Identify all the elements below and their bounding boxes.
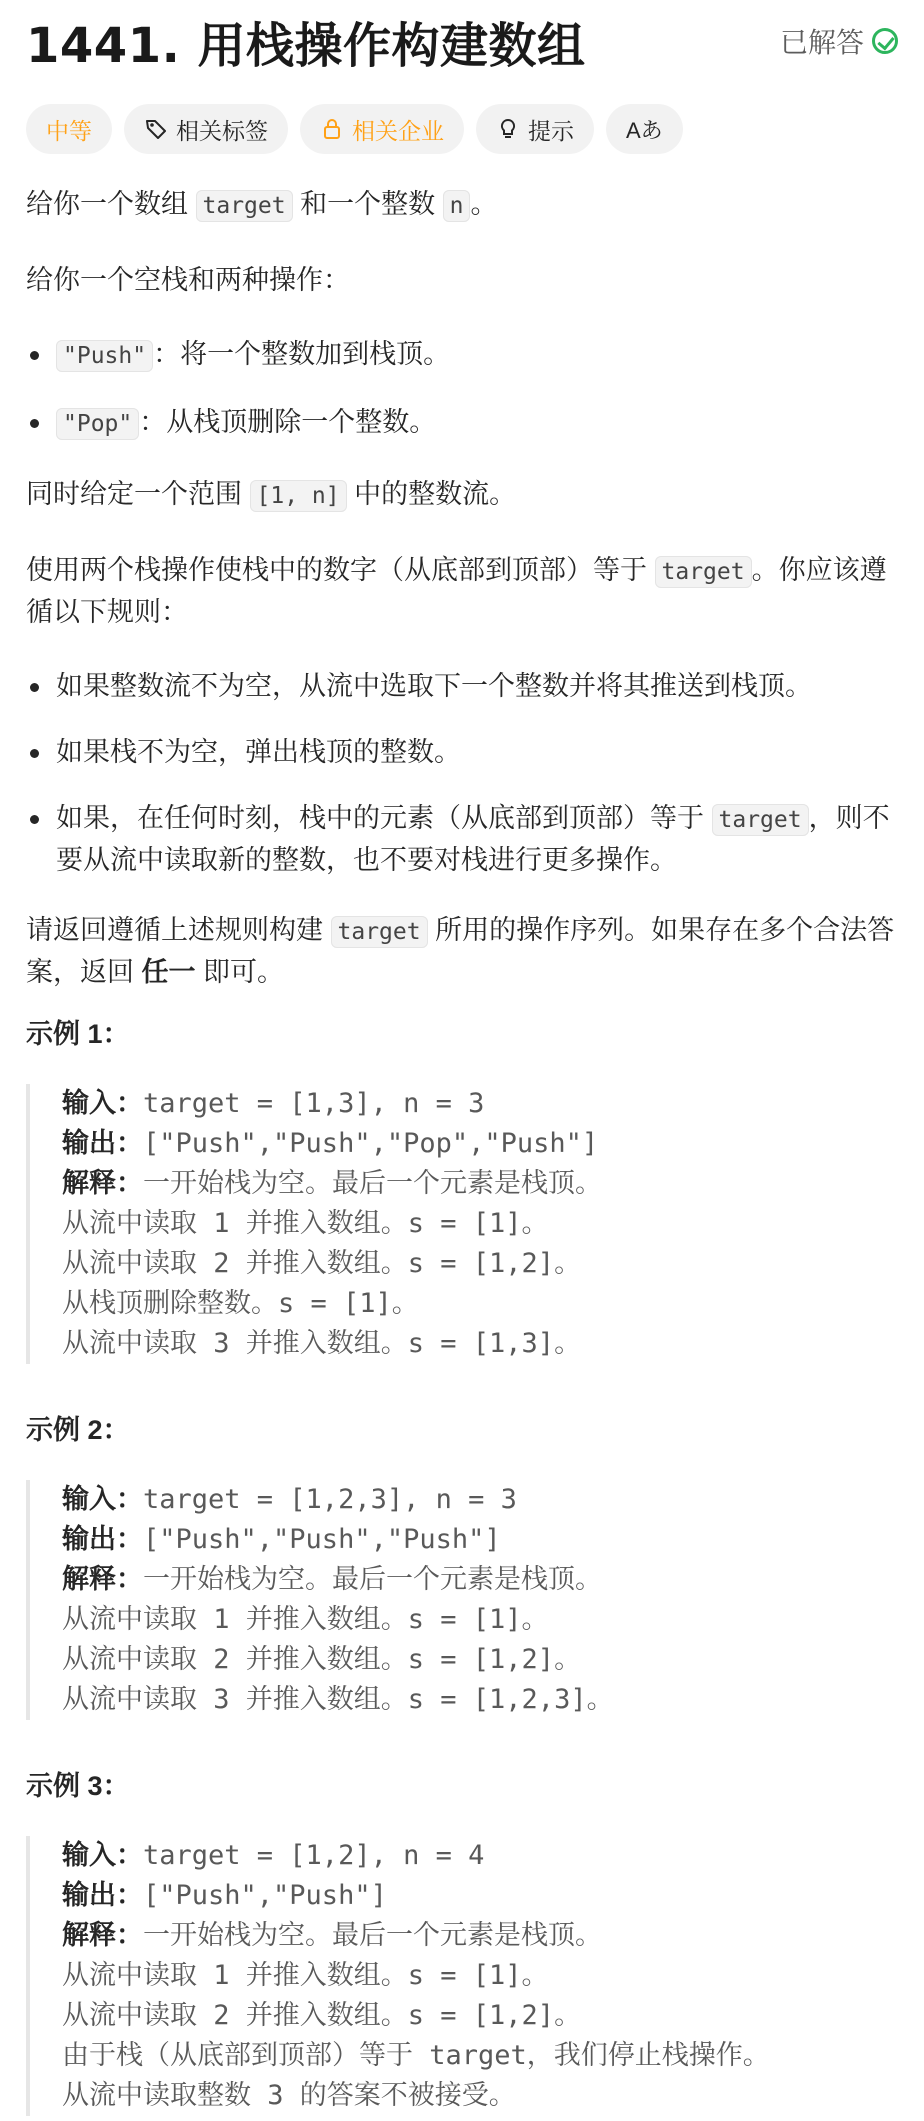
desc-text: 如果，在任何时刻，栈中的元素（从底部到顶部）等于 bbox=[56, 803, 712, 833]
inline-code: target bbox=[331, 916, 428, 948]
example-explain-line: 从流中读取 2 并推入数组。s = [1,2]。 bbox=[62, 1248, 582, 1279]
lightbulb-icon bbox=[496, 117, 520, 141]
related-tags-button[interactable] bbox=[124, 104, 288, 154]
solved-status bbox=[780, 21, 898, 61]
example-line bbox=[62, 1560, 898, 1600]
inline-code: "Pop" bbox=[56, 408, 139, 440]
example-value: 一开始栈为空。最后一个元素是栈顶。 bbox=[143, 1564, 602, 1595]
desc-text: 给你一个数组 bbox=[26, 189, 196, 219]
difficulty-label: 中等 bbox=[46, 117, 92, 144]
example-line bbox=[62, 1164, 898, 1204]
desc-text: 和一个整数 bbox=[292, 189, 443, 219]
example-value: ["Push","Push","Pop","Push"] bbox=[143, 1128, 599, 1159]
list-item bbox=[26, 402, 898, 444]
example-block bbox=[26, 1084, 898, 1364]
list-item bbox=[26, 334, 898, 376]
rules-list bbox=[26, 666, 898, 880]
tag-icon bbox=[144, 117, 168, 141]
example-explain-line: 从流中读取 1 并推入数组。s = [1]。 bbox=[62, 1604, 549, 1635]
related-companies-label: 相关企业 bbox=[352, 117, 444, 144]
operations-list bbox=[26, 334, 898, 444]
example-label: 解释： bbox=[62, 1168, 143, 1199]
solved-label: 已解答 bbox=[779, 27, 864, 58]
example-label: 输入： bbox=[62, 1484, 143, 1515]
example-explain-line: 从流中读取 1 并推入数组。s = [1]。 bbox=[62, 1960, 549, 1991]
example-line bbox=[62, 1876, 898, 1916]
desc-paragraph bbox=[26, 184, 898, 226]
example-explain-line: 由于栈（从底部到顶部）等于 target，我们停止栈操作。 bbox=[62, 2040, 770, 2071]
desc-text: 即可。 bbox=[195, 957, 285, 987]
inline-code: "Push" bbox=[56, 340, 153, 372]
desc-text: 同时给定一个范围 bbox=[26, 479, 250, 509]
examples bbox=[26, 1014, 898, 2116]
desc-text: 。你应该遵循以下规则： bbox=[26, 555, 887, 627]
desc-text: 使用两个栈操作使栈中的数字（从底部到顶部）等于 bbox=[26, 555, 655, 585]
translate-button[interactable] bbox=[606, 104, 683, 154]
example-value: target = [1,2,3], n = 3 bbox=[143, 1484, 517, 1515]
translate-icon: Aあ bbox=[626, 117, 663, 143]
example-explain-line: 从流中读取 3 并推入数组。s = [1,3]。 bbox=[62, 1328, 582, 1359]
example-value: ["Push","Push"] bbox=[143, 1880, 387, 1911]
desc-text: ，则不要从流中读取新的整数，也不要对栈进行更多操作。 bbox=[56, 803, 890, 875]
hint-button[interactable] bbox=[476, 104, 594, 154]
example-explain-line: 从流中读取 2 并推入数组。s = [1,2]。 bbox=[62, 2000, 582, 2031]
lock-icon bbox=[320, 117, 344, 141]
desc-paragraph bbox=[26, 474, 898, 516]
example-explain-line: 从流中读取 2 并推入数组。s = [1,2]。 bbox=[62, 1644, 582, 1675]
example-explain-line: 从栈顶删除整数。s = [1]。 bbox=[62, 1288, 419, 1319]
example-title: 示例 3： bbox=[26, 1771, 130, 1801]
inline-code: n bbox=[443, 190, 471, 222]
hint-label: 提示 bbox=[528, 117, 574, 144]
desc-text: ：将一个整数加到栈顶。 bbox=[153, 339, 451, 369]
example-label: 输入： bbox=[62, 1088, 143, 1119]
example-value: ["Push","Push","Push"] bbox=[143, 1524, 501, 1555]
example-title: 示例 2： bbox=[26, 1415, 130, 1445]
example-value: 一开始栈为空。最后一个元素是栈顶。 bbox=[143, 1920, 602, 1951]
example-line bbox=[62, 1520, 898, 1560]
desc-bold: 任一 bbox=[141, 957, 196, 987]
related-tags-label: 相关标签 bbox=[176, 117, 268, 144]
example-value: 一开始栈为空。最后一个元素是栈顶。 bbox=[143, 1168, 602, 1199]
difficulty-badge[interactable] bbox=[26, 104, 112, 154]
example-label: 解释： bbox=[62, 1920, 143, 1951]
example-explain-line: 从流中读取 1 并推入数组。s = [1]。 bbox=[62, 1208, 549, 1239]
example-explain-line: 从流中读取 3 并推入数组。s = [1,2,3]。 bbox=[62, 1684, 614, 1715]
example-block bbox=[26, 1836, 898, 2116]
desc-paragraph bbox=[26, 550, 898, 632]
list-item: 如果整数流不为空，从流中选取下一个整数并将其推送到栈顶。 bbox=[26, 666, 898, 706]
example-label: 输出： bbox=[62, 1128, 143, 1159]
example-explain-line: 从流中读取整数 3 的答案不被接受。 bbox=[62, 2080, 516, 2111]
inline-code: target bbox=[655, 556, 752, 588]
example-label: 输出： bbox=[62, 1880, 143, 1911]
example-value: target = [1,3], n = 3 bbox=[143, 1088, 485, 1119]
inline-code: target bbox=[196, 190, 293, 222]
example-label: 输入： bbox=[62, 1840, 143, 1871]
example-line bbox=[62, 1084, 898, 1124]
example-title: 示例 1： bbox=[26, 1019, 130, 1049]
example-line bbox=[62, 1480, 898, 1520]
check-circle-icon bbox=[872, 28, 898, 54]
problem-header bbox=[26, 10, 898, 72]
example-line bbox=[62, 1916, 898, 1956]
desc-paragraph bbox=[26, 910, 898, 992]
example-block bbox=[26, 1480, 898, 1720]
problem-description bbox=[26, 184, 898, 2121]
desc-text: 中的整数流。 bbox=[346, 479, 517, 509]
problem-tags bbox=[26, 104, 683, 154]
example-label: 输出： bbox=[62, 1524, 143, 1555]
example-line bbox=[62, 1836, 898, 1876]
desc-text: 。 bbox=[470, 189, 498, 219]
inline-code: target bbox=[712, 804, 809, 836]
desc-paragraph: 给你一个空栈和两种操作： bbox=[26, 265, 350, 295]
desc-text: 请返回遵循上述规则构建 bbox=[26, 915, 331, 945]
related-companies-button[interactable] bbox=[300, 104, 464, 154]
example-line bbox=[62, 1124, 898, 1164]
inline-code: [1, n] bbox=[250, 480, 347, 512]
example-value: target = [1,2], n = 4 bbox=[143, 1840, 485, 1871]
example-label: 解释： bbox=[62, 1564, 143, 1595]
desc-text: 所用的操作序列。如果存在多个合法答案，返回 bbox=[26, 915, 895, 987]
list-item bbox=[26, 798, 898, 880]
desc-text: ：从栈顶删除一个整数。 bbox=[139, 407, 437, 437]
list-item: 如果栈不为空，弹出栈顶的整数。 bbox=[26, 732, 898, 772]
problem-title: 1441. 用栈操作构建数组 bbox=[26, 17, 586, 74]
